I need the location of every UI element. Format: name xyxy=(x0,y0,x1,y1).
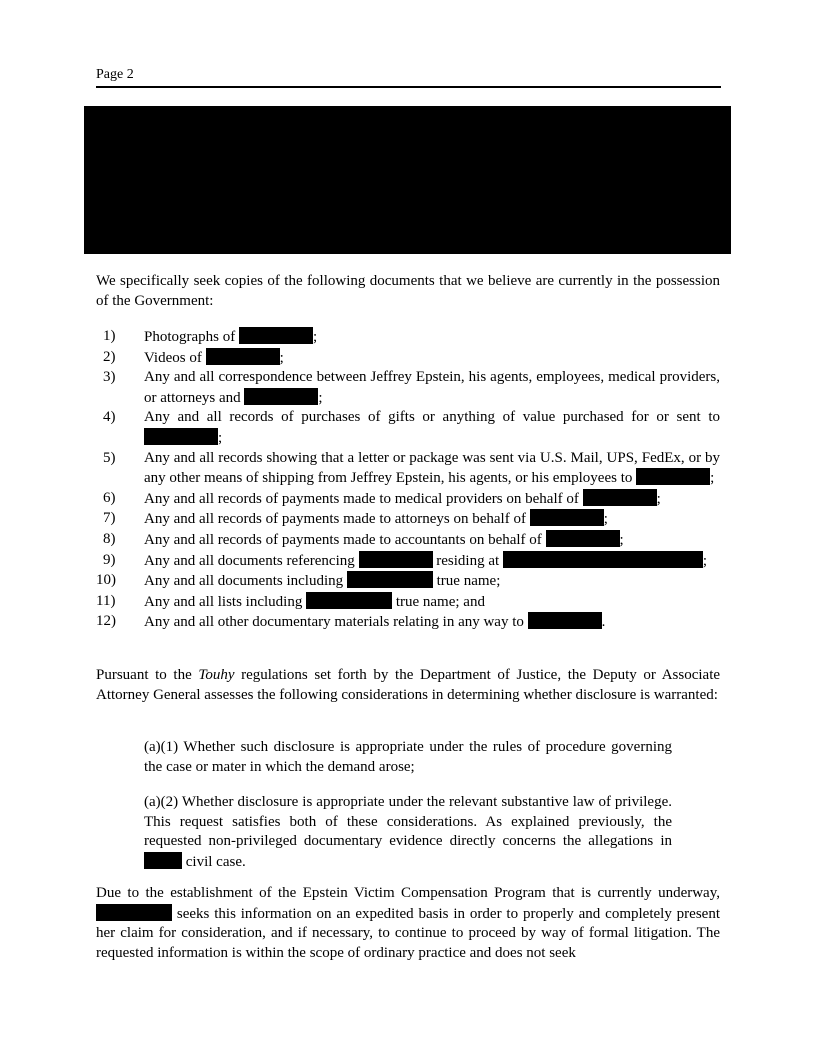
redaction xyxy=(636,468,710,485)
redaction xyxy=(96,904,172,921)
redaction xyxy=(144,428,218,445)
list-item: 6) Any and all records of payments made to medical providers on behalf of ; xyxy=(103,489,661,507)
list-item: 8) Any and all records of payments made to accountants on behalf of ; xyxy=(103,530,624,548)
list-item: 3) Any and all correspondence between Jeffrey Epstein, his agents, employees, medical providers, or attorneys and ; xyxy=(103,369,720,406)
redaction-block xyxy=(84,106,731,254)
redaction xyxy=(244,388,318,405)
consideration-a2: (a)(2) Whether disclosure is appropriate under the relevant substantive law of privilege. This request satisfies both of these considerations. As explained previously, the requested non-privileged documentary evidence directly concerns the allegations in civil case. xyxy=(144,794,672,870)
redaction xyxy=(503,551,703,568)
list-item: 12) Any and all other documentary materials relating in any way to . xyxy=(96,613,606,631)
page-header xyxy=(96,66,721,88)
consideration-a1: (a)(1) Whether such disclosure is appropriate under the rules of procedure governing the case or mater in which the demand arose; xyxy=(144,739,672,775)
redaction xyxy=(528,612,602,629)
redaction xyxy=(583,489,657,506)
redaction xyxy=(530,509,604,526)
closing-paragraph: Due to the establishment of the Epstein Victim Compensation Program that is currently underway, seeks this information on an expedited basis in order to properly and completely present her claim for consideration, and if necessary, to continue to proceed by way of formal litigation. The requested information is within the scope of ordinary practice and does not seek xyxy=(96,885,720,961)
list-item: 2) Videos of ; xyxy=(103,348,284,366)
redaction xyxy=(144,852,182,869)
page-number: Page 2 xyxy=(96,67,134,82)
list-item: 11) Any and all lists including true name; and xyxy=(96,592,485,610)
redaction xyxy=(239,327,313,344)
list-item: 7) Any and all records of payments made to attorneys on behalf of ; xyxy=(103,510,608,528)
touhy-paragraph: Pursuant to the Touhy regulations set forth by the Department of Justice, the Deputy or Associate Attorney General assesses the following considerations in determining whether disclosure is warranted: xyxy=(96,667,721,703)
redaction xyxy=(206,348,280,365)
redaction xyxy=(347,571,433,588)
redaction xyxy=(359,551,433,568)
list-item: 9) Any and all documents referencing residing at ; xyxy=(103,551,708,569)
requested-documents-list xyxy=(96,327,720,633)
list-item: 1) Photographs of ; xyxy=(103,328,318,345)
redaction xyxy=(546,530,620,547)
list-item: 10) Any and all documents including true name; xyxy=(96,572,501,590)
redaction xyxy=(306,592,392,609)
list-item: 4) Any and all records of purchases of gifts or anything of value purchased for or sent to ; xyxy=(103,409,720,446)
list-item: 5) Any and all records showing that a letter or package was sent via U.S. Mail, UPS, FedEx, or by any other means of shipping from Jeffrey Epstein, his agents, or his employees to ; xyxy=(103,449,720,487)
intro-paragraph: We specifically seek copies of the following documents that we believe are currently in the possession of the Government: xyxy=(96,273,720,309)
